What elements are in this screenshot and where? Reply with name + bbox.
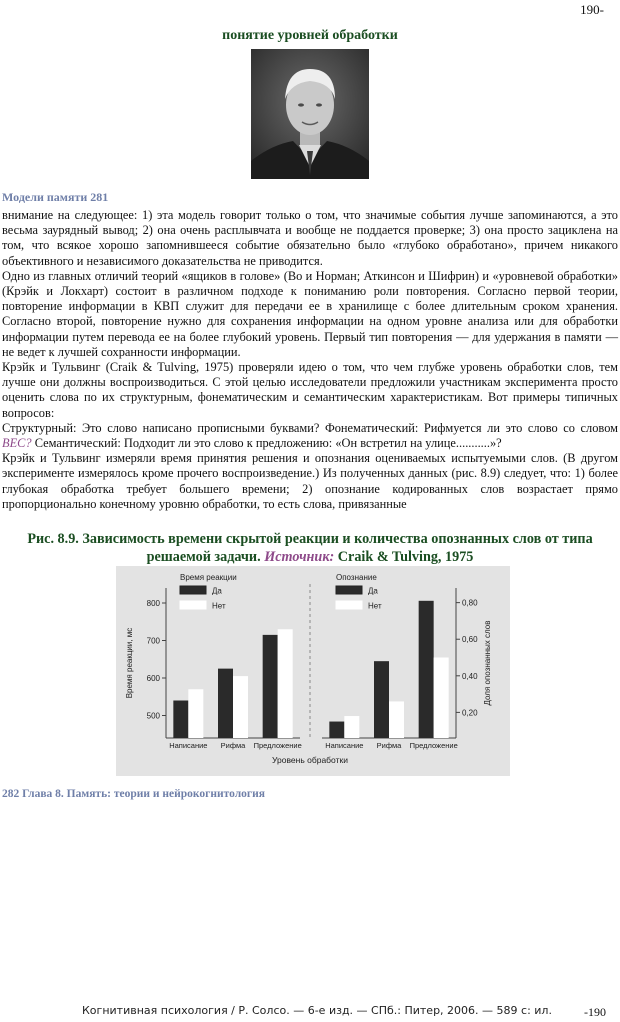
panel-title: Опознание xyxy=(336,573,377,582)
running-head: Модели памяти 281 xyxy=(2,190,109,204)
y-tick-label: 0,40 xyxy=(462,671,478,681)
x-tick-label: Рифма xyxy=(220,741,246,750)
x-tick-label: Написание xyxy=(325,741,364,750)
y-tick-label: 0,60 xyxy=(462,635,478,645)
bar xyxy=(188,689,203,738)
paragraph: Крэйк и Тульвинг (Craik & Tulving, 1975) проверяли идею о том, что чем глубже уровень обработки слов, тем лучше они должны воспроизводиться. С этой целью исследователи предложили участникам эксперимента просто оценить слова по их структурным, фонематическим и семантическим характеристикам. Вот примеры типичных вопросов: xyxy=(2,360,618,420)
y-tick-label: 500 xyxy=(146,711,160,721)
bar xyxy=(173,701,188,739)
chart-xlabel: Уровень обработки xyxy=(272,755,348,765)
legend-swatch xyxy=(180,601,206,609)
bar xyxy=(233,676,248,738)
chart-svg xyxy=(116,566,510,776)
y-tick-label: 600 xyxy=(146,674,160,683)
figure-caption xyxy=(4,530,616,566)
bar xyxy=(329,722,344,738)
figure-caption-source-label: Источник: xyxy=(264,549,335,565)
panel-title: Время реакции xyxy=(180,573,237,582)
x-tick-label: Написание xyxy=(169,741,208,750)
x-tick-label: Предложение xyxy=(253,741,302,750)
x-tick-label: Предложение xyxy=(409,741,458,750)
y-tick-label: 0,20 xyxy=(462,708,478,718)
paragraph: внимание на следующее: 1) эта модель говорит только о том, что значимые события лучше запоминаются, а это весьма заурядный вывод; 2) она очень расплывчата и вообще не поддается проверке; 3) она просто зациклена на том, что всякое хорошо запомнившееся событие обязательно было «глубоко обработано», причем никакого объективного и независимого доказательства не приводится. xyxy=(2,208,618,268)
footer-running-head: 282 Глава 8. Память: теории и нейрокогнитология xyxy=(2,788,265,800)
bar xyxy=(218,669,233,738)
accent-word: ВЕС? xyxy=(2,436,32,451)
bar xyxy=(263,635,278,738)
examples-text: Структурный: Это слово написано прописными буквами? Фонематический: Рифмуется ли это слово со словом xyxy=(2,420,618,435)
examples-text: Семантический: Подходит ли это слово к предложению: «Он встретил на улице...........»? xyxy=(31,436,502,451)
paragraph: Крэйк и Тульвинг измеряли время принятия решения и опознания оцениваемых испытуемыми слов. (В другом эксперименте измерялось кроме прочего воспроизведение.) Из полученных данных (рис. 8.9) следует, что: 1) более глубокая обработка требует большего времени; 2) опознание кодированных слов возрастает прямо пропорционально конечному уровню обработки, то есть слова, привязанные xyxy=(2,451,618,511)
portrait-photo xyxy=(251,49,369,179)
bar xyxy=(389,701,404,738)
figure-chart xyxy=(116,566,510,776)
bar xyxy=(344,716,359,738)
legend-label: Нет xyxy=(212,601,226,611)
legend-label: Да xyxy=(212,586,222,596)
figure-caption-main: Рис. 8.9. Зависимость времени скрытой реакции и количества опознанных слов от типа решаемой задачи. xyxy=(27,531,593,565)
bibliographic-line: Когнитивная психология / Р. Солсо. — 6-е изд. — СПб.: Питер, 2006. — 589 с: ил. xyxy=(82,1004,552,1017)
page-number-bottom: -190 xyxy=(584,1005,606,1019)
y-tick-label: 0,80 xyxy=(462,598,478,608)
figure-caption-source: Craik & Tulving, 1975 xyxy=(337,549,474,565)
bar xyxy=(434,658,449,738)
bar xyxy=(374,661,389,738)
legend-label: Да xyxy=(368,586,378,596)
examples-paragraph xyxy=(2,421,618,451)
body-text xyxy=(2,208,618,512)
y-tick-label: 800 xyxy=(146,599,160,608)
page-number-top: 190- xyxy=(580,2,604,17)
paragraph: Одно из главных отличий теорий «ящиков в голове» (Во и Норман; Аткинсон и Шифрин) и «уровневой обработки» (Крэйк и Локхарт) состоит в различном подходе к пониманию роли повторения. Согласно первой теории, повторение информации в КВП служит для передачи ее в хранилище с более длительным сроком хранения. Согласно второй, повторение нужно для сохранения информации на одном уровне анализа или для обработки информации путем перевода ее на более глубокий уровень. Первый тип повторения — для удержания в памяти — не ведет к лучшей сохранности информации. xyxy=(2,268,618,359)
y-axis-label: Время реакции, мс xyxy=(125,627,134,699)
legend-swatch xyxy=(180,586,206,594)
section-title: понятие уровней обработки xyxy=(222,28,398,43)
legend-swatch xyxy=(336,586,362,594)
bar xyxy=(419,601,434,738)
legend-swatch xyxy=(336,601,362,609)
legend-label: Нет xyxy=(368,601,382,611)
bar xyxy=(278,629,293,738)
y-tick-label: 700 xyxy=(146,636,160,646)
x-tick-label: Рифма xyxy=(376,741,402,750)
y-axis-label: Доля опознанных слов xyxy=(483,620,492,706)
